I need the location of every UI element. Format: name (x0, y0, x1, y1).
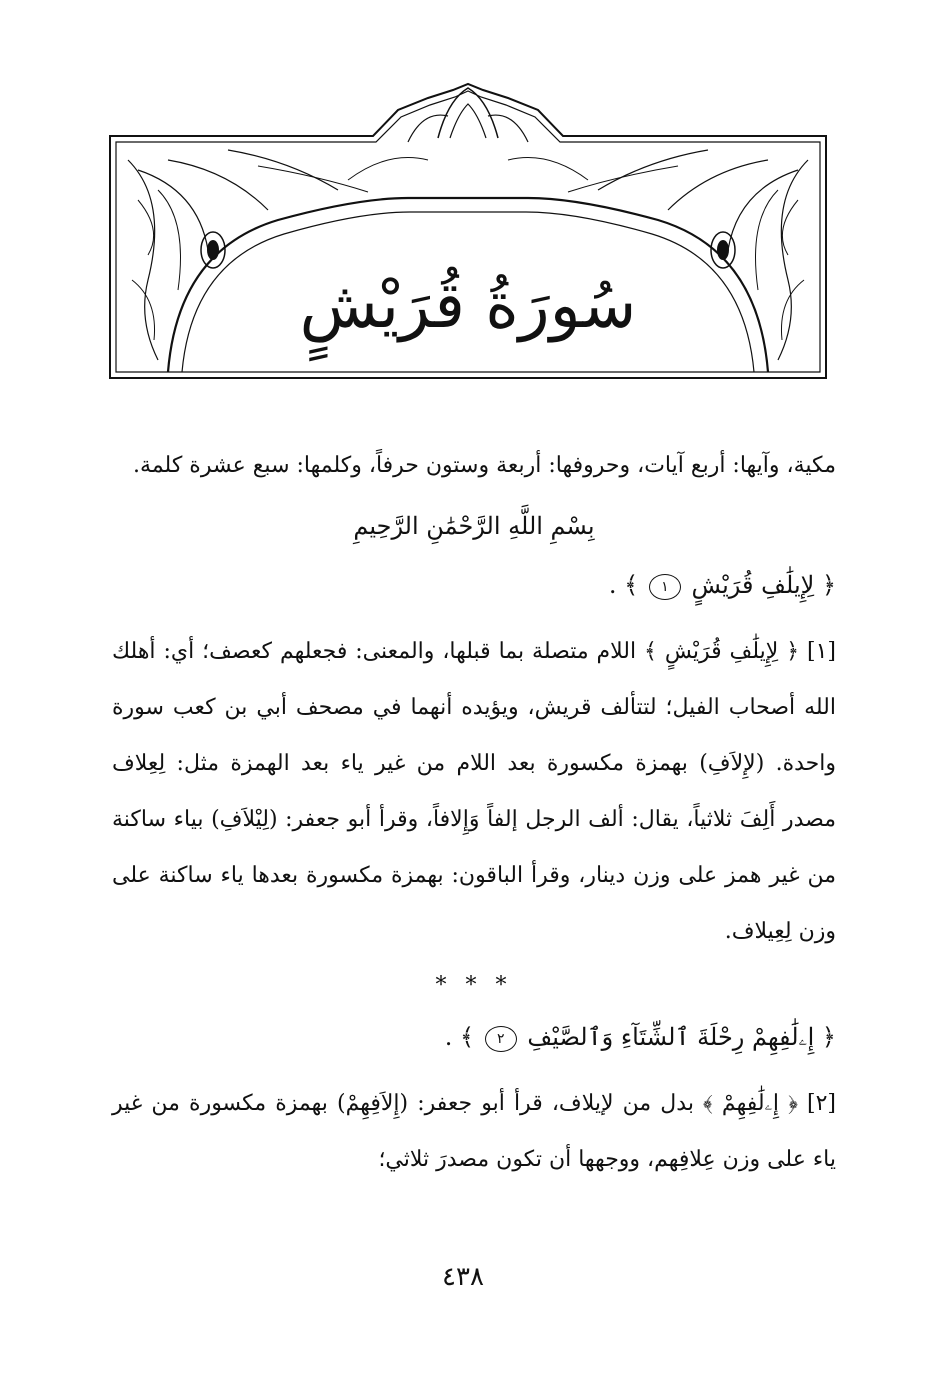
verse-2 (112, 1008, 836, 1066)
surah-title: سُورَةُ قُرَيْشٍ (299, 269, 637, 343)
basmala: بِسْمِ اللَّهِ الرَّحْمَٰنِ الرَّحِيمِ (353, 512, 595, 540)
verse-text: ﴿ لِإِيلَٰفِ قُرَيْشٍ (691, 571, 836, 599)
commentary-paragraph: [٢] ﴿ إِۦلَٰفِهِمْ ﴾ بدل من لإيلاف، قرأ أبو جعفر: (إِلاَفِهِمْ) بهمزة مكسورة من غير ياء على وزن عِلافِهم، ووجهها أن تكون مصدرَ ثلاثي؛ (112, 1091, 836, 1172)
surah-intro: مكية، وآيها: أربع آيات، وحروفها: أربعة وستون حرفاً، وكلمها: سبع عشرة كلمة. (133, 453, 836, 478)
page-content (112, 440, 836, 1188)
verse-text: ﴿ إِۦلَٰفِهِمْ رِحْلَةَ ٱلشِّتَآءِ وَٱلصَّيْفِ (527, 1023, 836, 1051)
commentary-paragraph: [١] ﴿ لِإِيلَٰفِ قُرَيْشٍ ﴾ اللام متصلة بما قبلها، والمعنى: فجعلهم كعصف؛ أي: أهلك الله أصحاب الفيل؛ لتتألف قريش، ويؤيده أنهما في مصحف أبي بن كعب سورة واحدة. (لإِلاَفِ) بهمزة مكسورة بعد اللام من غير ياء بعد الهمزة مثل: لِعِلاف مصدر أَلِفَ ثلاثياً، يقال: ألف الرجل إلفاً وَإِلافاً، وقرأ أبو جعفر: (لِيْلاَفِ) بياء ساكنة من غير همز على وزن دينار، وقرأ الباقون: بهمزة مكسورة بعدها ياء ساكنة على وزن لِعِيلاف. (112, 639, 836, 944)
verse-close: ﴾ . (444, 1023, 475, 1051)
page-number: ٤٣٨ (442, 1262, 484, 1292)
verse-number-marker: ١ (649, 574, 681, 600)
verse-1 (112, 556, 836, 614)
verse-number-marker: ٢ (485, 1026, 517, 1052)
verse-close: ﴾ . (608, 571, 639, 599)
section-separator: * * * (435, 973, 513, 998)
